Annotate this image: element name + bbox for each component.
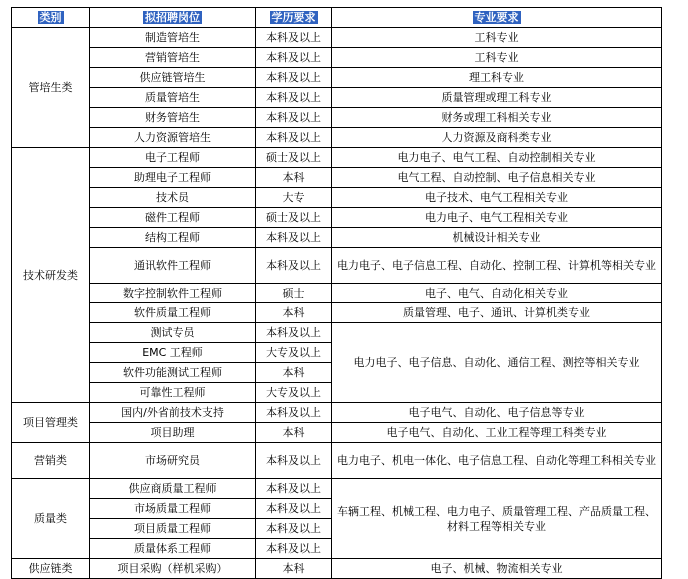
- position-cell: 可靠性工程师: [90, 383, 256, 403]
- major-cell: 电子、机械、物流相关专业: [332, 559, 662, 579]
- header-position: 拟招聘岗位: [90, 8, 256, 28]
- major-cell: 质量管理、电子、通讯、计算机类专业: [332, 303, 662, 323]
- major-cell: 电力电子、电气工程、自动控制相关专业: [332, 148, 662, 168]
- position-cell: 通讯软件工程师: [90, 248, 256, 284]
- position-cell: 软件质量工程师: [90, 303, 256, 323]
- education-cell: 硕士及以上: [256, 148, 332, 168]
- position-cell: 市场质量工程师: [90, 499, 256, 519]
- table-row: [12, 168, 662, 188]
- category-cell: 质量类: [12, 479, 90, 559]
- category-cell: 管培生类: [12, 28, 90, 148]
- education-cell: 本科及以上: [256, 443, 332, 479]
- education-cell: 本科及以上: [256, 539, 332, 559]
- table-row: [12, 28, 662, 48]
- education-cell: 本科: [256, 168, 332, 188]
- major-cell: 工科专业: [332, 28, 662, 48]
- education-cell: 本科及以上: [256, 48, 332, 68]
- education-cell: 大专及以上: [256, 343, 332, 363]
- recruitment-table: [11, 7, 662, 579]
- education-cell: 本科及以上: [256, 28, 332, 48]
- education-cell: 本科及以上: [256, 88, 332, 108]
- education-cell: 大专: [256, 188, 332, 208]
- position-cell: 结构工程师: [90, 228, 256, 248]
- table-row: [12, 479, 662, 499]
- education-cell: 本科及以上: [256, 403, 332, 423]
- position-cell: 技术员: [90, 188, 256, 208]
- table-row: [12, 48, 662, 68]
- category-cell: 技术研发类: [12, 148, 90, 403]
- education-cell: 大专及以上: [256, 383, 332, 403]
- major-cell: 电子技术、电气工程相关专业: [332, 188, 662, 208]
- position-cell: 项目助理: [90, 423, 256, 443]
- education-cell: 本科及以上: [256, 228, 332, 248]
- education-cell: 本科: [256, 423, 332, 443]
- position-cell: 助理电子工程师: [90, 168, 256, 188]
- header-major: 专业要求: [332, 8, 662, 28]
- header-education: 学历要求: [256, 8, 332, 28]
- major-cell: 质量管理或理工科专业: [332, 88, 662, 108]
- table-row: [12, 88, 662, 108]
- table-row: [12, 228, 662, 248]
- major-cell: 车辆工程、机械工程、电力电子、质量管理工程、产品质量工程、材料工程等相关专业: [332, 479, 662, 559]
- table-row: [12, 148, 662, 168]
- position-cell: 制造管培生: [90, 28, 256, 48]
- position-cell: 市场研究员: [90, 443, 256, 479]
- position-cell: 测试专员: [90, 323, 256, 343]
- major-cell: 机械设计相关专业: [332, 228, 662, 248]
- table-row: [12, 303, 662, 323]
- position-cell: 营销管培生: [90, 48, 256, 68]
- position-cell: 电子工程师: [90, 148, 256, 168]
- table-row: [12, 423, 662, 443]
- major-cell: 电力电子、机电一体化、电子信息工程、自动化等理工科相关专业: [332, 443, 662, 479]
- education-cell: 本科: [256, 363, 332, 383]
- education-cell: 本科及以上: [256, 68, 332, 88]
- position-cell: 供应链管培生: [90, 68, 256, 88]
- major-cell: 财务或理工科相关专业: [332, 108, 662, 128]
- position-cell: 质量体系工程师: [90, 539, 256, 559]
- major-cell: 电子电气、自动化、工业工程等理工科类专业: [332, 423, 662, 443]
- major-cell: 电力电子、电子信息工程、自动化、控制工程、计算机等相关专业: [332, 248, 662, 284]
- position-cell: 项目采购（样机采购）: [90, 559, 256, 579]
- education-cell: 本科及以上: [256, 248, 332, 284]
- table-row: [12, 68, 662, 88]
- education-cell: 本科及以上: [256, 128, 332, 148]
- table-row: [12, 559, 662, 579]
- major-cell: 电子、电气、自动化相关专业: [332, 284, 662, 303]
- education-cell: 本科及以上: [256, 479, 332, 499]
- education-cell: 硕士: [256, 284, 332, 303]
- position-cell: 质量管培生: [90, 88, 256, 108]
- table-row: [12, 323, 662, 343]
- table-row: [12, 208, 662, 228]
- header-category: 类别: [12, 8, 90, 28]
- major-cell: 人力资源及商科类专业: [332, 128, 662, 148]
- major-cell: 工科专业: [332, 48, 662, 68]
- table-row: [12, 108, 662, 128]
- education-cell: 本科及以上: [256, 499, 332, 519]
- category-cell: 供应链类: [12, 559, 90, 579]
- major-cell: 理工科专业: [332, 68, 662, 88]
- position-cell: 项目质量工程师: [90, 519, 256, 539]
- education-cell: 本科及以上: [256, 519, 332, 539]
- education-cell: 本科及以上: [256, 323, 332, 343]
- table-row: [12, 128, 662, 148]
- education-cell: 本科及以上: [256, 108, 332, 128]
- position-cell: 软件功能测试工程师: [90, 363, 256, 383]
- major-cell: 电力电子、电气工程相关专业: [332, 208, 662, 228]
- category-cell: 营销类: [12, 443, 90, 479]
- education-cell: 硕士及以上: [256, 208, 332, 228]
- position-cell: 供应商质量工程师: [90, 479, 256, 499]
- education-cell: 本科: [256, 303, 332, 323]
- table-row: [12, 188, 662, 208]
- table-row: [12, 284, 662, 303]
- position-cell: 国内/外省前技术支持: [90, 403, 256, 423]
- major-cell: 电力电子、电子信息、自动化、通信工程、测控等相关专业: [332, 323, 662, 403]
- table-row: [12, 403, 662, 423]
- position-cell: 磁件工程师: [90, 208, 256, 228]
- header-row: [12, 8, 662, 28]
- position-cell: 数字控制软件工程师: [90, 284, 256, 303]
- education-cell: 本科: [256, 559, 332, 579]
- position-cell: EMC 工程师: [90, 343, 256, 363]
- position-cell: 人力资源管培生: [90, 128, 256, 148]
- category-cell: 项目管理类: [12, 403, 90, 443]
- major-cell: 电气工程、自动控制、电子信息相关专业: [332, 168, 662, 188]
- major-cell: 电子电气、自动化、电子信息等专业: [332, 403, 662, 423]
- table-row: [12, 248, 662, 284]
- table-row: [12, 443, 662, 479]
- position-cell: 财务管培生: [90, 108, 256, 128]
